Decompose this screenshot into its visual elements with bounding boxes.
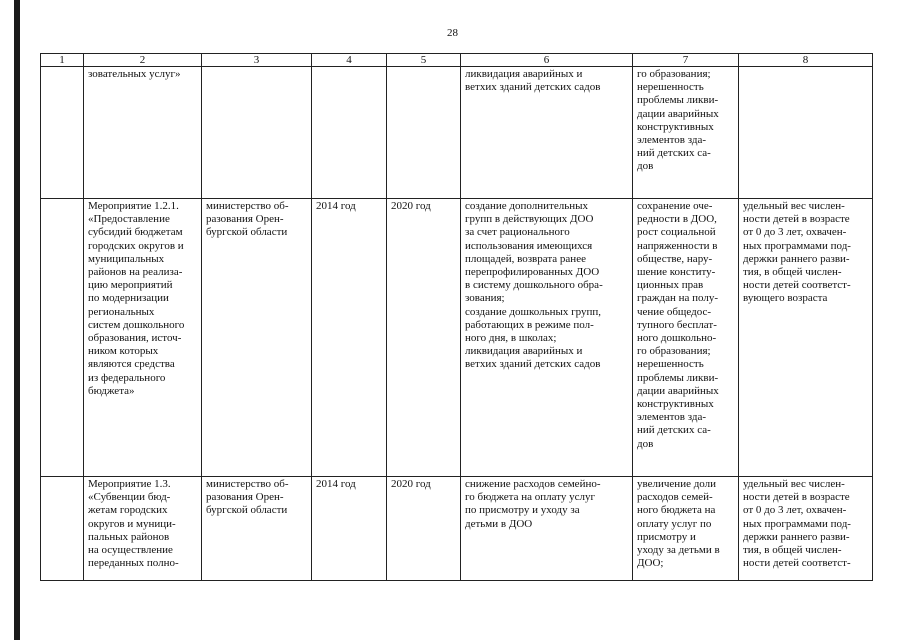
cell-line: го бюджета на оплату услуг: [465, 491, 596, 504]
cell-line: ных программами под-: [743, 239, 851, 252]
cell-line: ционных прав: [637, 279, 704, 292]
table-cell-col5: 2020 год: [387, 199, 461, 477]
cell-line: тия, в общей числен-: [743, 266, 842, 279]
cell-line: создание дошкольных групп,: [465, 305, 602, 318]
table-cell-col2: [84, 67, 202, 199]
cell-line: министерство об-: [206, 200, 289, 212]
cell-line: проблемы ликви-: [637, 94, 719, 107]
cell-line: нерешенность: [637, 81, 704, 94]
cell-line: в систему дошкольного обра-: [465, 279, 603, 292]
cell-line: удельный вес числен-: [743, 478, 845, 490]
cell-line: по модернизации: [88, 292, 169, 305]
cell-line: Мероприятие 1.2.1.: [88, 200, 179, 212]
table-cell-col1: [41, 67, 84, 199]
table-cell-col3: [202, 67, 312, 199]
table-cell-col1: [41, 199, 84, 477]
cell-line: го образования;: [637, 68, 711, 80]
table-cell-col5: 2020 год: [387, 477, 461, 581]
cell-line: за счет рационального: [465, 226, 570, 239]
cell-line: ности детей соответст-: [743, 557, 851, 570]
cell-line: зовательных услуг»: [88, 68, 181, 80]
column-header-1: 1: [41, 54, 84, 67]
cell-line: проблемы ликви-: [637, 371, 719, 384]
table-cell-col6: [461, 477, 633, 581]
table-cell-col3: [202, 477, 312, 581]
table-cell-col3: [202, 199, 312, 477]
cell-line: округов и муници-: [88, 517, 176, 530]
cell-line: переданных полно-: [88, 557, 179, 570]
table-cell-col2: [84, 199, 202, 477]
cell-line: площадей, возврата ранее: [465, 252, 586, 265]
cell-line: напряженности в: [637, 239, 718, 252]
cell-line: министерство об-: [206, 478, 289, 490]
binding-spine: [14, 0, 20, 640]
cell-line: систем дошкольного: [88, 318, 185, 331]
cell-line: ний детских са-: [637, 147, 711, 160]
cell-line: держки раннего разви-: [743, 252, 850, 265]
cell-line: дов: [637, 437, 654, 450]
column-header-2: 2: [84, 54, 202, 67]
cell-line: бюджета»: [88, 384, 135, 397]
table-cell-col6: [461, 199, 633, 477]
cell-line: бургской области: [206, 226, 288, 239]
cell-line: городских округов и: [88, 239, 184, 252]
cell-line: разования Орен-: [206, 213, 284, 226]
cell-line: ветхих зданий детских садов: [465, 81, 601, 94]
cell-line: увеличение доли: [637, 478, 717, 490]
cell-line: ликвидация аварийных и: [465, 68, 583, 80]
cell-line: ного дня, в школах;: [465, 332, 557, 345]
table-cell-col1: [41, 477, 84, 581]
column-header-4: 4: [312, 54, 387, 67]
table-cell-col6: [461, 67, 633, 199]
cell-line: перепрофилированных ДОО: [465, 266, 600, 279]
cell-line: редности в ДОО,: [637, 213, 717, 226]
cell-line: на осуществление: [88, 544, 173, 557]
cell-line: ности детей соответст-: [743, 279, 851, 292]
cell-line: ликвидация аварийных и: [465, 345, 583, 358]
cell-line: от 0 до 3 лет, охвачен-: [743, 504, 847, 517]
cell-line: конструктивных: [637, 398, 714, 411]
cell-line: конструктивных: [637, 120, 714, 133]
page-number: 28: [447, 27, 458, 39]
document-table: [40, 53, 873, 581]
cell-line: шение конститу-: [637, 266, 716, 279]
cell-line: присмотру и: [637, 530, 696, 543]
cell-line: вующего возраста: [743, 292, 828, 305]
cell-line: тия, в общей числен-: [743, 544, 842, 557]
cell-line: ности детей в возрасте: [743, 213, 850, 226]
cell-line: использования имеющихся: [465, 239, 593, 252]
cell-line: зования;: [465, 292, 505, 305]
cell-line: из федерального: [88, 371, 166, 384]
cell-line: цию мероприятий: [88, 279, 173, 292]
cell-line: дов: [637, 160, 654, 173]
cell-line: детьми в ДОО: [465, 517, 533, 530]
table-cell-col7: [633, 477, 739, 581]
cell-line: ветхих зданий детских садов: [465, 358, 601, 371]
cell-line: дации аварийных: [637, 107, 719, 120]
cell-line: групп в действующих ДОО: [465, 213, 594, 226]
cell-line: ности детей в возрасте: [743, 491, 850, 504]
cell-line: ний детских са-: [637, 424, 711, 437]
table-cell-col4: [312, 67, 387, 199]
cell-line: жетам городских: [88, 504, 168, 517]
column-header-8: 8: [739, 54, 873, 67]
table-cell-col8: [739, 477, 873, 581]
cell-line: обществе, нару-: [637, 252, 713, 265]
cell-line: ником которых: [88, 345, 159, 358]
table-cell-col2: [84, 477, 202, 581]
cell-line: нерешенность: [637, 358, 704, 371]
cell-line: разования Орен-: [206, 491, 284, 504]
table-row: [41, 67, 873, 199]
table-cell-col5: [387, 67, 461, 199]
cell-line: от 0 до 3 лет, охвачен-: [743, 226, 847, 239]
cell-line: бургской области: [206, 504, 288, 517]
table-cell-col7: [633, 199, 739, 477]
cell-line: тупного бесплат-: [637, 318, 717, 331]
cell-line: дации аварийных: [637, 384, 719, 397]
cell-line: сохранение оче-: [637, 200, 713, 212]
table-header-row: [41, 54, 873, 67]
table-row: [41, 477, 873, 581]
table-row: [41, 199, 873, 477]
cell-line: уходу за детьми в: [637, 544, 720, 557]
cell-line: ного бюджета на: [637, 504, 716, 517]
column-header-5: 5: [387, 54, 461, 67]
cell-line: образования, источ-: [88, 332, 182, 345]
cell-line: рост социальной: [637, 226, 716, 239]
cell-line: го образования;: [637, 345, 711, 358]
column-header-7: 7: [633, 54, 739, 67]
cell-line: пальных районов: [88, 530, 170, 543]
cell-line: граждан на полу-: [637, 292, 719, 305]
table-cell-col4: 2014 год: [312, 199, 387, 477]
cell-line: оплату услуг по: [637, 517, 712, 530]
cell-line: муниципальных: [88, 252, 165, 265]
table-cell-col8: [739, 199, 873, 477]
column-header-6: 6: [461, 54, 633, 67]
table-cell-col8: [739, 67, 873, 199]
cell-line: субсидий бюджетам: [88, 226, 183, 239]
cell-line: являются средства: [88, 358, 175, 371]
cell-line: работающих в режиме пол-: [465, 318, 594, 331]
table-cell-col4: 2014 год: [312, 477, 387, 581]
cell-line: региональных: [88, 305, 155, 318]
cell-line: элементов зда-: [637, 411, 707, 424]
cell-line: чение общедос-: [637, 305, 712, 318]
cell-line: держки раннего разви-: [743, 530, 850, 543]
cell-line: ных программами под-: [743, 517, 851, 530]
cell-line: районов на реализа-: [88, 266, 183, 279]
cell-line: расходов семей-: [637, 491, 713, 504]
cell-line: Мероприятие 1.3.: [88, 478, 171, 490]
cell-line: создание дополнительных: [465, 200, 588, 212]
cell-line: снижение расходов семейно-: [465, 478, 601, 490]
table-cell-col7: [633, 67, 739, 199]
cell-line: элементов зда-: [637, 134, 707, 147]
cell-line: удельный вес числен-: [743, 200, 845, 212]
cell-line: по присмотру и уходу за: [465, 504, 580, 517]
column-header-3: 3: [202, 54, 312, 67]
cell-line: ДОО;: [637, 557, 664, 570]
cell-line: «Субвенции бюд-: [88, 491, 171, 504]
cell-line: ного дошкольно-: [637, 332, 717, 345]
cell-line: «Предоставление: [88, 213, 170, 226]
